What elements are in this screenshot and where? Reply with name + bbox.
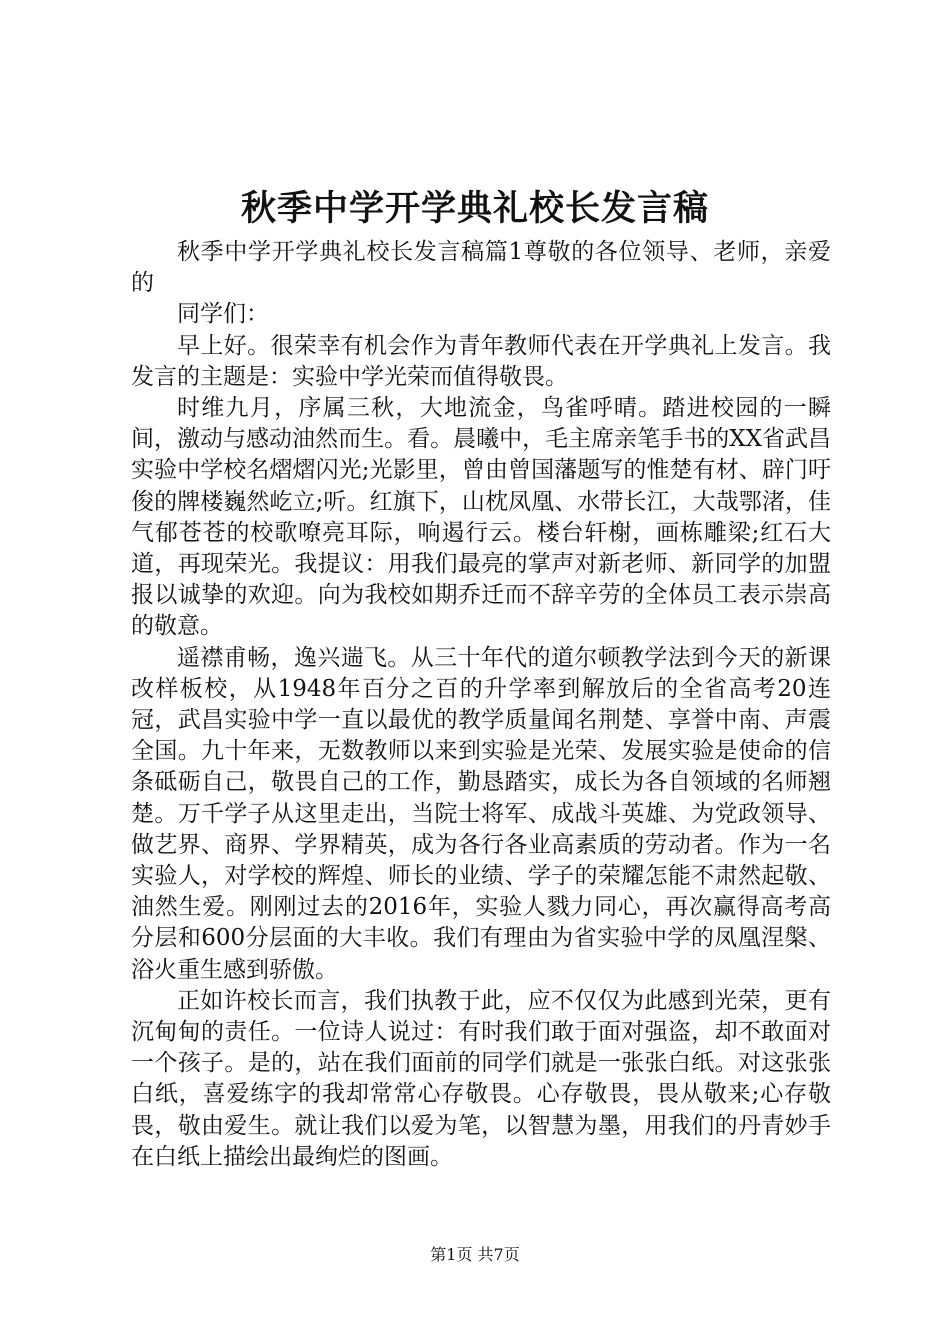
paragraph-salutation: 同学们： xyxy=(177,301,269,328)
paragraph-greeting: 秋季中学开学典礼校长发言稿篇1尊敬的各位领导、老师，亲爱的 xyxy=(131,239,831,297)
paragraph-intro: 早上好。很荣幸有机会作为青年教师代表在开学典礼上发言。我发言的主题是：实验中学光荣而值得敬畏。 xyxy=(131,332,831,390)
paragraph-history: 遥襟甫畅，逸兴遄飞。从三十年代的道尔顿教学法到今天的新课改样板校，从1948年百分之百的升学率到解放后的全省高考20连冠，武昌实验中学一直以最优的教学质量闻名荆楚、享誉中南、声震全国。九十年来，无数教师以来到实验是光荣、发展实验是使命的信条砥砺自己，敬畏自己的工作，勤恳踏实，成长为各自领域的名师翘楚。万千学子从这里走出，当院士将军、成战斗英雄、为党政领导、做艺界、商界、学界精英，成为各行各业高素质的劳动者。作为一名实验人，对学校的辉煌、师长的业绩、学子的荣耀怎能不肃然起敬、油然生爱。刚刚过去的2016年，实验人戮力同心，再次赢得高考高分层和600分层面的大丰收。我们有理由为省实验中学的凤凰涅槃、浴火重生感到骄傲。 xyxy=(131,644,831,983)
page-number: 第1页 共7页 xyxy=(430,1245,520,1264)
paragraph-campus: 时维九月，序属三秋，大地流金，鸟雀呼晴。踏进校园的一瞬间，激动与感动油然而生。看。晨曦中，毛主席亲笔手书的XX省武昌实验中学校名熠熠闪光;光影里，曾由曾国藩题写的惟楚有材、辟门吁俊的牌楼巍然屹立;听。红旗下，山枕凤凰、水带长江，大哉鄂渚，佳气郁苍苍的校歌嘹亮耳际，响遏行云。楼台轩榭，画栋雕梁;红石大道，再现荣光。我提议：用我们最亮的掌声对新老师、新同学的加盟报以诚挚的欢迎。向为我校如期乔迁而不辞辛劳的全体员工表示崇高的敬意。 xyxy=(131,395,831,640)
paragraph-responsibility: 正如许校长而言，我们执教于此，应不仅仅为此感到光荣，更有沉甸甸的责任。一位诗人说过：有时我们敢于面对强盗，却不敢面对一个孩子。是的，站在我们面前的同学们就是一张张白纸。对这张张白纸，喜爱练字的我却常常心存敬畏。心存敬畏，畏从敬来;心存敬畏，敬由爱生。就让我们以爱为笔，以智慧为墨，用我们的丹青妙手在白纸上描绘出最绚烂的图画。 xyxy=(131,987,831,1170)
document-title: 秋季中学开学典礼校长发言稿 xyxy=(240,188,709,229)
document-body xyxy=(131,237,831,1173)
